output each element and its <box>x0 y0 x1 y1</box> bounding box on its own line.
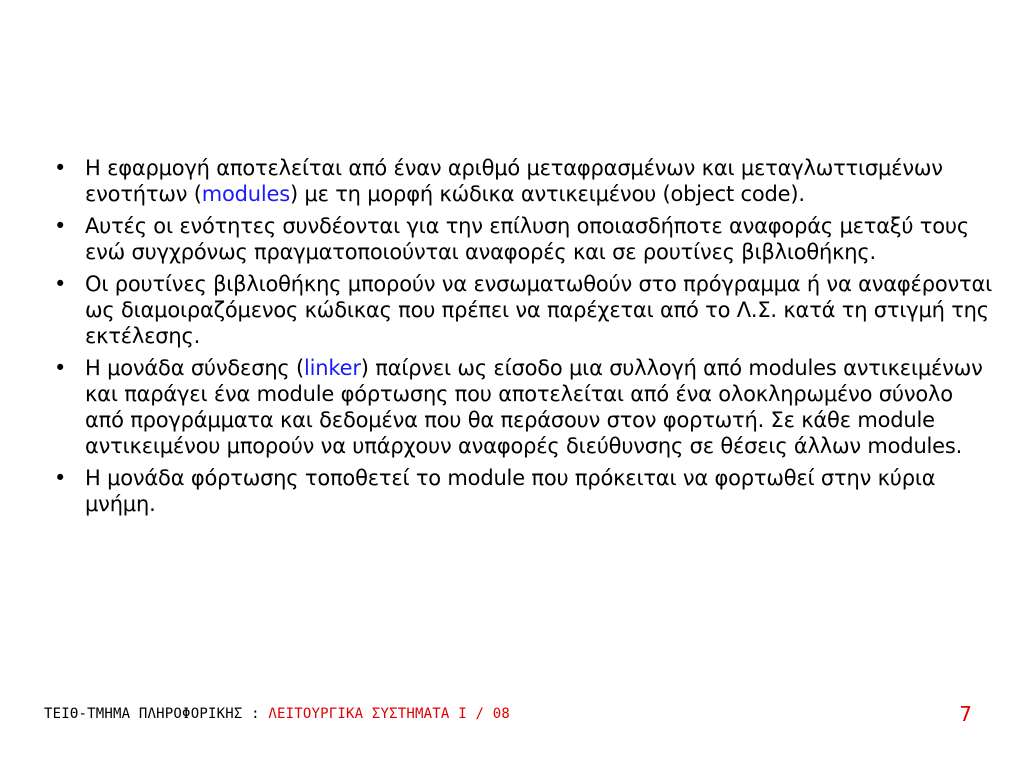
bullet-text: Οι ρουτίνες βιβλιοθήκης μπορούν να ενσωματωθούν στο πρόγραμμα ή να αναφέρονται ως διαμοιραζόμενος κώδικας που πρέπει να παρέχεται από το Λ.Σ. κατά τη στιγμή της εκτέλεσης. <box>85 272 992 348</box>
bullet-item <box>54 465 994 517</box>
footer-course: ΛΕΙΤΟΥΡΓΙΚΑ ΣΥΣΤΗΜΑΤΑ Ι / 08 <box>268 706 510 722</box>
bullet-text: Η μονάδα φόρτωσης τοποθετεί το module που πρόκειται να φορτωθεί στην κύρια μνήμη. <box>85 466 936 516</box>
slide-content <box>54 155 994 523</box>
bullet-list <box>54 155 994 517</box>
slide-footer <box>44 706 510 722</box>
bullet-text: Η εφαρμογή αποτελείται από έναν αριθμό μεταφρασμένων και μεταγλωττισμένων ενοτήτων ( <box>85 156 943 206</box>
bullet-item <box>54 213 994 265</box>
bullet-text: Η μονάδα σύνδεσης ( <box>85 356 305 380</box>
bullet-text: ) με τη μορφή κώδικα αντικειμένου (object code). <box>289 182 805 206</box>
page-number: 7 <box>959 702 972 726</box>
bullet-text: ) παίρνει ως είσοδο μια συλλογή από modules αντικειμένων και παράγει ένα module φόρτωσης που αποτελείται από ένα ολοκληρωμένο σύνολο από προγράμματα και δεδομένα που θα περάσουν στον φορτωτή. Σε κάθε module αντικειμένου μπορούν να υπάρχουν αναφορές διεύθυνσης σε θέσεις άλλων modules. <box>85 356 983 458</box>
highlight-term-linker: linker <box>304 356 361 380</box>
bullet-item <box>54 271 994 349</box>
bullet-item <box>54 355 994 459</box>
highlight-term-modules: modules <box>201 182 290 206</box>
footer-department: ΤΕΙΘ-ΤΜΗΜΑ ΠΛΗΡΟΦΟΡΙΚΗΣ : <box>44 706 269 722</box>
bullet-text: Αυτές οι ενότητες συνδέονται για την επίλυση οποιασδήποτε αναφοράς μεταξύ τους ενώ συγχρόνως πραγματοποιούνται αναφορές και σε ρουτίνες βιβλιοθήκης. <box>85 214 969 264</box>
bullet-item <box>54 155 994 207</box>
